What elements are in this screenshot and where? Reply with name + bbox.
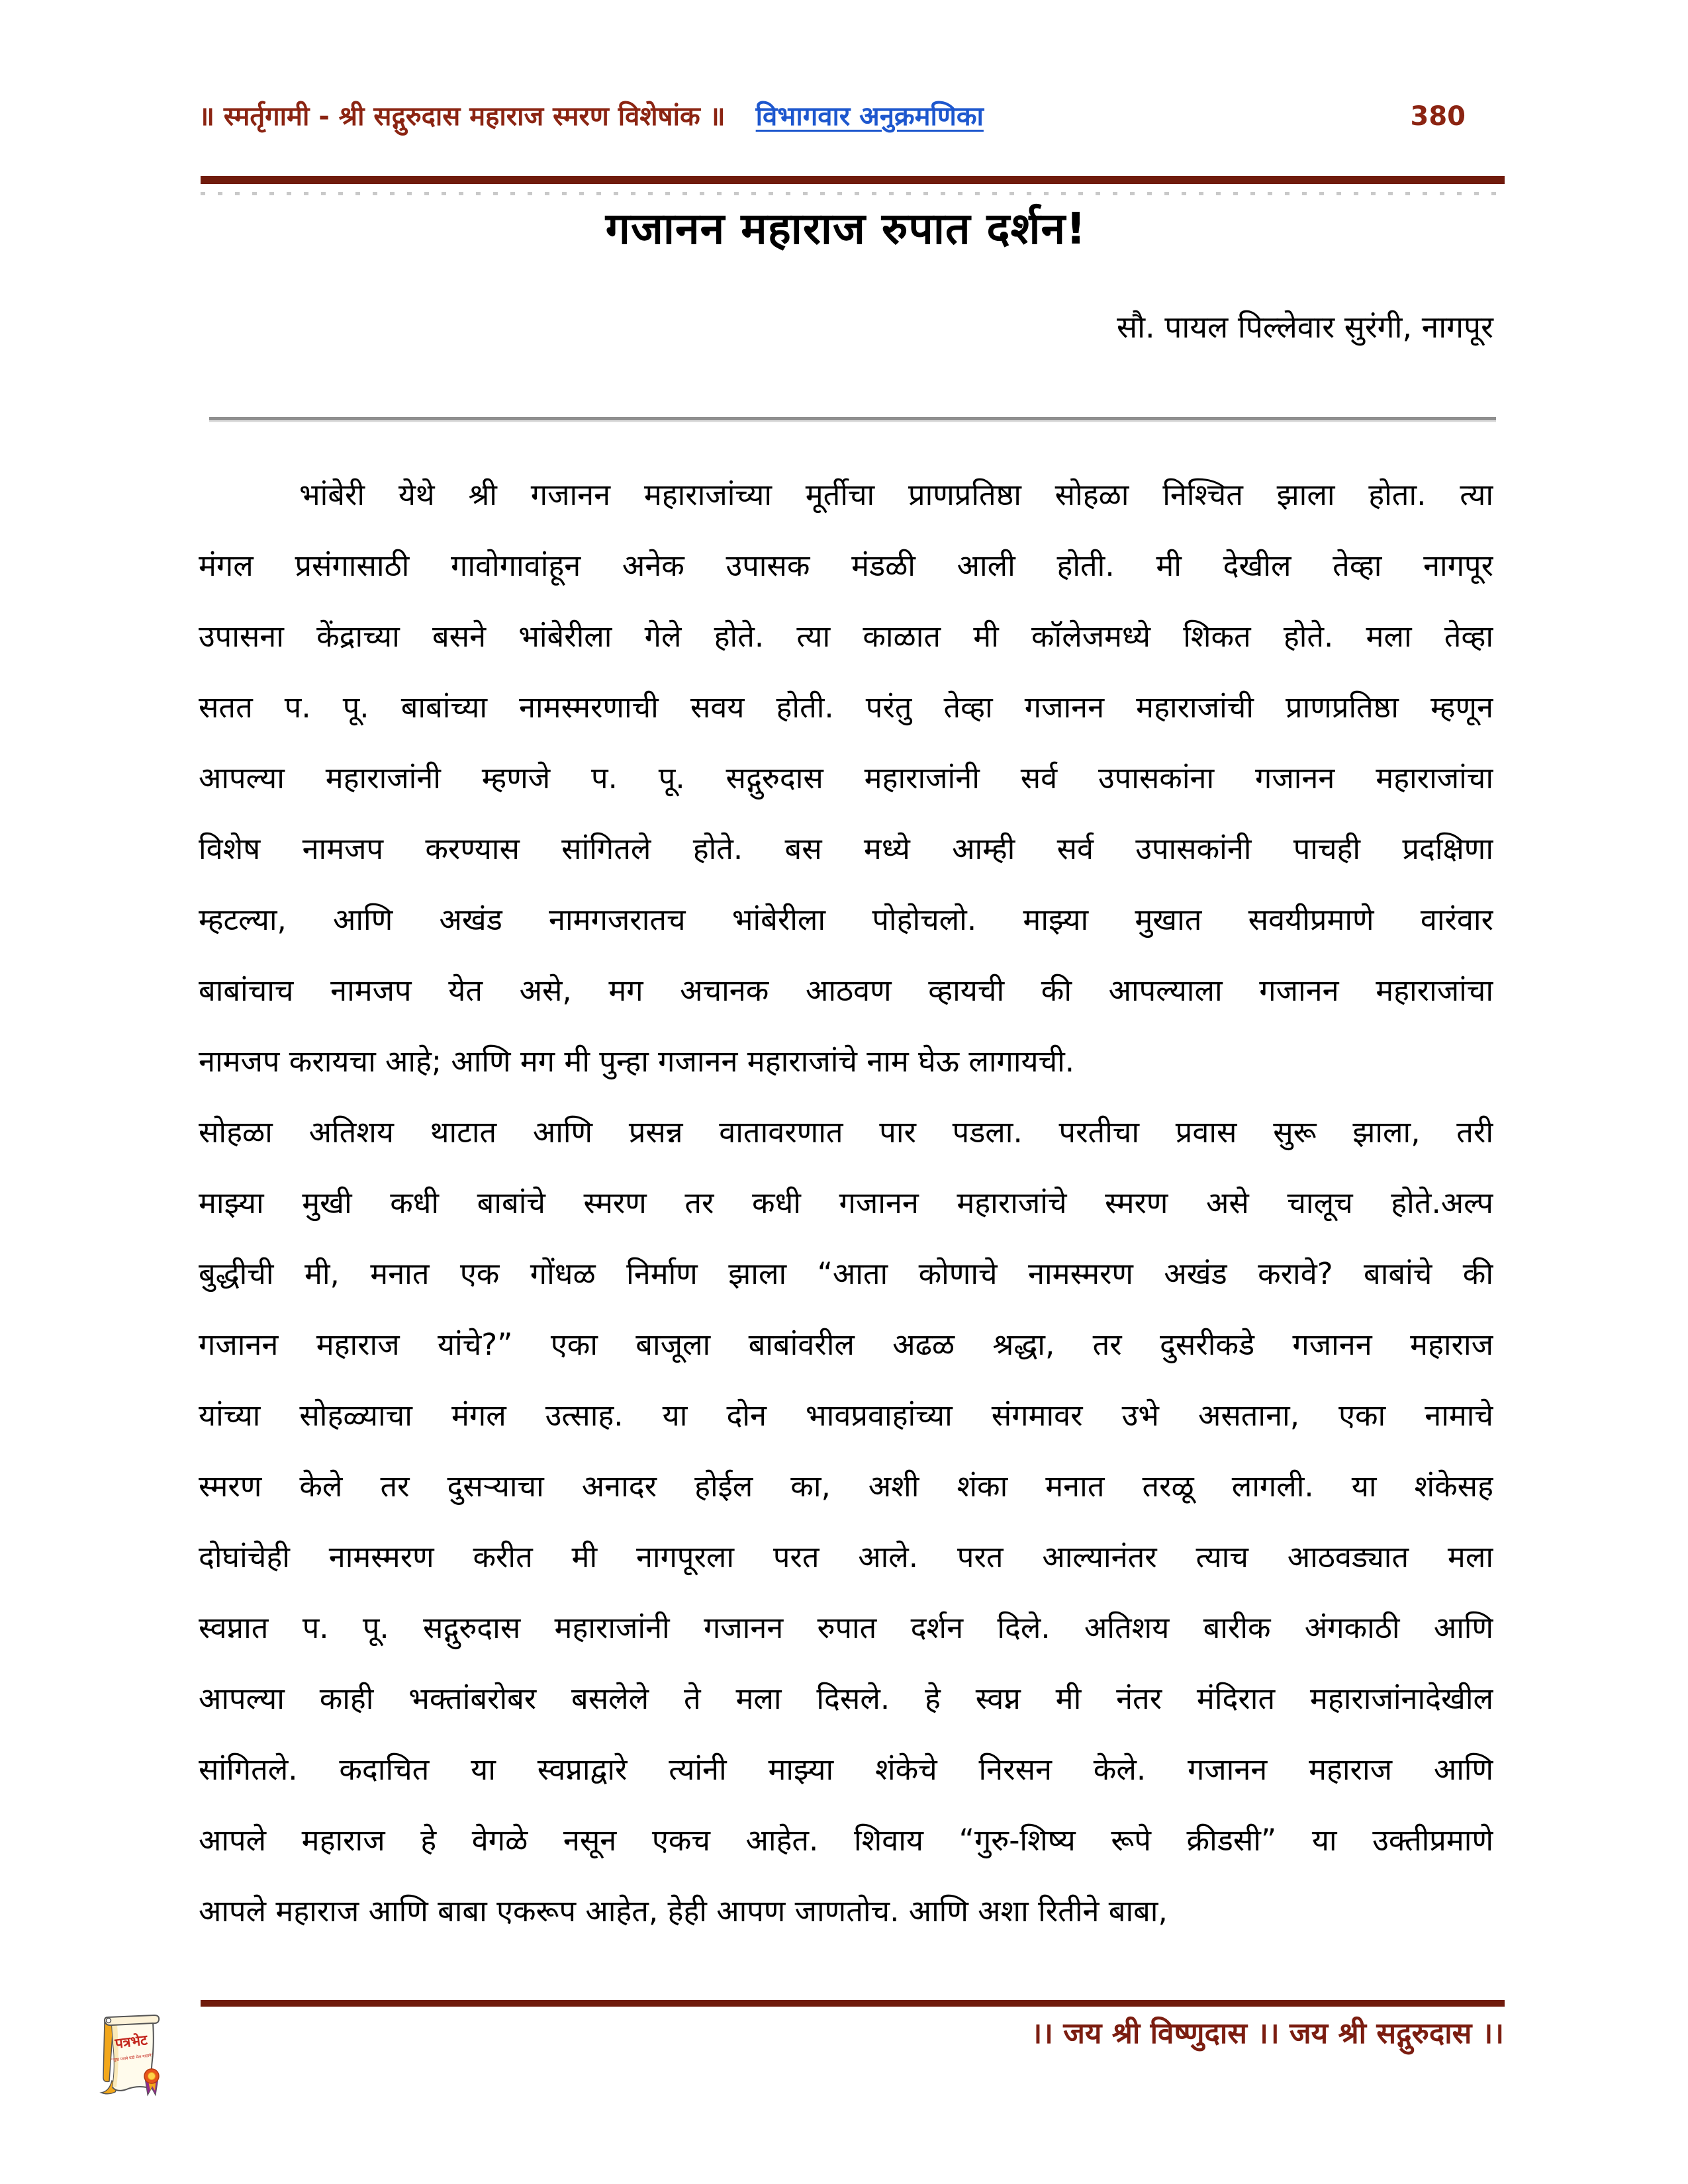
body-line: बुद्धीची मी, मनात एक गोंधळ निर्माण झाला “आता कोणाचे नामस्मरण अखंड करावे? बाबांचे की bbox=[199, 1256, 1493, 1291]
body-line: दोघांचेही नामस्मरण करीत मी नागपूरला परत आले. परत आल्यानंतर त्याच आठवड्यात मला bbox=[199, 1539, 1493, 1574]
body-line: उपासना केंद्राच्या बसने भांबेरीला गेले होते. त्या काळात मी कॉलेजमध्ये शिकत होते. मला तेव्हा bbox=[199, 619, 1493, 654]
page-number: 380 bbox=[1410, 101, 1466, 132]
article-title: गजानन महाराज रुपात दर्शन! bbox=[605, 203, 1087, 254]
page-header bbox=[199, 97, 1504, 133]
body-line: यांच्या सोहळ्याचा मंगल उत्साह. या दोन भावप्रवाहांच्या संगमावर उभे असताना, एका नामाचे bbox=[199, 1398, 1493, 1433]
scroll-shading bbox=[112, 2025, 118, 2087]
logo-tagline: “सुख पत्राने घडो मेळ गाठावे” bbox=[111, 2053, 154, 2063]
body-line: स्वप्नात प. पू. सद्गुरुदास महाराजांनी गजानन रुपात दर्शन दिले. अतिशय बारीक अंगकाठी आणि bbox=[199, 1610, 1493, 1645]
body-line: भांबेरी येथे श्री गजानन महाराजांच्या मूर्तीचा प्राणप्रतिष्ठा सोहळा निश्चित झाला होता. त्या bbox=[299, 477, 1493, 512]
body-line: स्मरण केले तर दुसऱ्याचा अनादर होईल का, अशी शंका मनात तरळू लागली. या शंकेसह bbox=[199, 1469, 1493, 1504]
header-dashed-line bbox=[201, 192, 1505, 195]
body-line: सोहळा अतिशय थाटात आणि प्रसन्न वातावरणात पार पडला. परतीचा प्रवास सुरू झाला, तरी bbox=[199, 1115, 1493, 1150]
body-line: आपले महाराज आणि बाबा एकरूप आहेत, हेही आपण जाणतोच. आणि अशा रितीने बाबा, bbox=[199, 1893, 1168, 1929]
body-line: माझ्या मुखी कधी बाबांचे स्मरण तर कधी गजानन महाराजांचे स्मरण असे चालूच होते.अल्प bbox=[199, 1185, 1493, 1220]
article-author: सौ. पायल पिल्लेवार सुरंगी, नागपूर bbox=[1117, 309, 1493, 345]
magazine-title: ॥ स्मर्तृगामी - श्री सद्गुरुदास महाराज स्मरण विशेषांक ॥ bbox=[199, 101, 726, 132]
body-line: सांगितले. कदाचित या स्वप्नाद्वारे त्यांनी माझ्या शंकेचे निरसन केले. गजानन महाराज आणि bbox=[199, 1752, 1493, 1787]
scroll-top-roll bbox=[105, 2015, 159, 2025]
index-link[interactable]: विभागवार अनुक्रमणिका bbox=[755, 101, 984, 132]
body-line: आपले महाराज हे वेगळे नसून एकच आहेत. शिवाय “गुरु-शिष्य रूपे क्रीडसी” या उक्तीप्रमाणे bbox=[199, 1823, 1493, 1858]
body-line: म्हटल्या, आणि अखंड नामगजरातच भांबेरीला पोहोचलो. माझ्या मुखात सवयीप्रमाणे वारंवार bbox=[199, 902, 1493, 937]
scroll-pin-hole bbox=[107, 2019, 111, 2023]
body-line: गजानन महाराज यांचे?” एका बाजूला बाबांवरील अढळ श्रद्धा, तर दुसरीकडे गजानन महाराज bbox=[199, 1327, 1493, 1362]
body-line: नामजप करायचा आहे; आणि मग मी पुन्हा गजानन महाराजांचे नाम घेऊ लागायची. bbox=[199, 1044, 1075, 1079]
footer-blessing: ।। जय श्री विष्णुदास ।। जय श्री सद्गुरुदास ।। bbox=[1031, 2017, 1504, 2050]
section-divider bbox=[209, 417, 1496, 422]
body-line: सतत प. पू. बाबांच्या नामस्मरणाची सवय होती. परंतु तेव्हा गजानन महाराजांची प्राणप्रतिष्ठा म्हणून bbox=[199, 690, 1493, 725]
ribbon-rosette-icon bbox=[144, 2069, 159, 2095]
patrabhet-logo bbox=[94, 2013, 167, 2107]
scroll-icon bbox=[94, 2013, 167, 2107]
footer-rule bbox=[201, 2000, 1505, 2007]
logo-title: पत्रभेट bbox=[114, 2032, 148, 2052]
body-line: आपल्या महाराजांनी म्हणजे प. पू. सद्गुरुदास महाराजांनी सर्व उपासकांना गजानन महाराजांचा bbox=[199, 760, 1493, 796]
body-line: बाबांचाच नामजप येत असे, मग अचानक आठवण व्हायची की आपल्याला गजानन महाराजांचा bbox=[199, 973, 1493, 1008]
body-line: विशेष नामजप करण्यास सांगितले होते. बस मध्ये आम्ही सर्व उपासकांनी पाचही प्रदक्षिणा bbox=[199, 831, 1493, 866]
body-line: आपल्या काही भक्तांबरोबर बसलेले ते मला दिसले. हे स्वप्न मी नंतर मंदिरात महाराजांनादेखील bbox=[199, 1681, 1493, 1716]
body-line: मंगल प्रसंगासाठी गावोगावांहून अनेक उपासक मंडळी आली होती. मी देखील तेव्हा नागपूर bbox=[199, 548, 1493, 583]
article-body bbox=[199, 459, 1493, 1946]
header-rule bbox=[201, 176, 1505, 184]
